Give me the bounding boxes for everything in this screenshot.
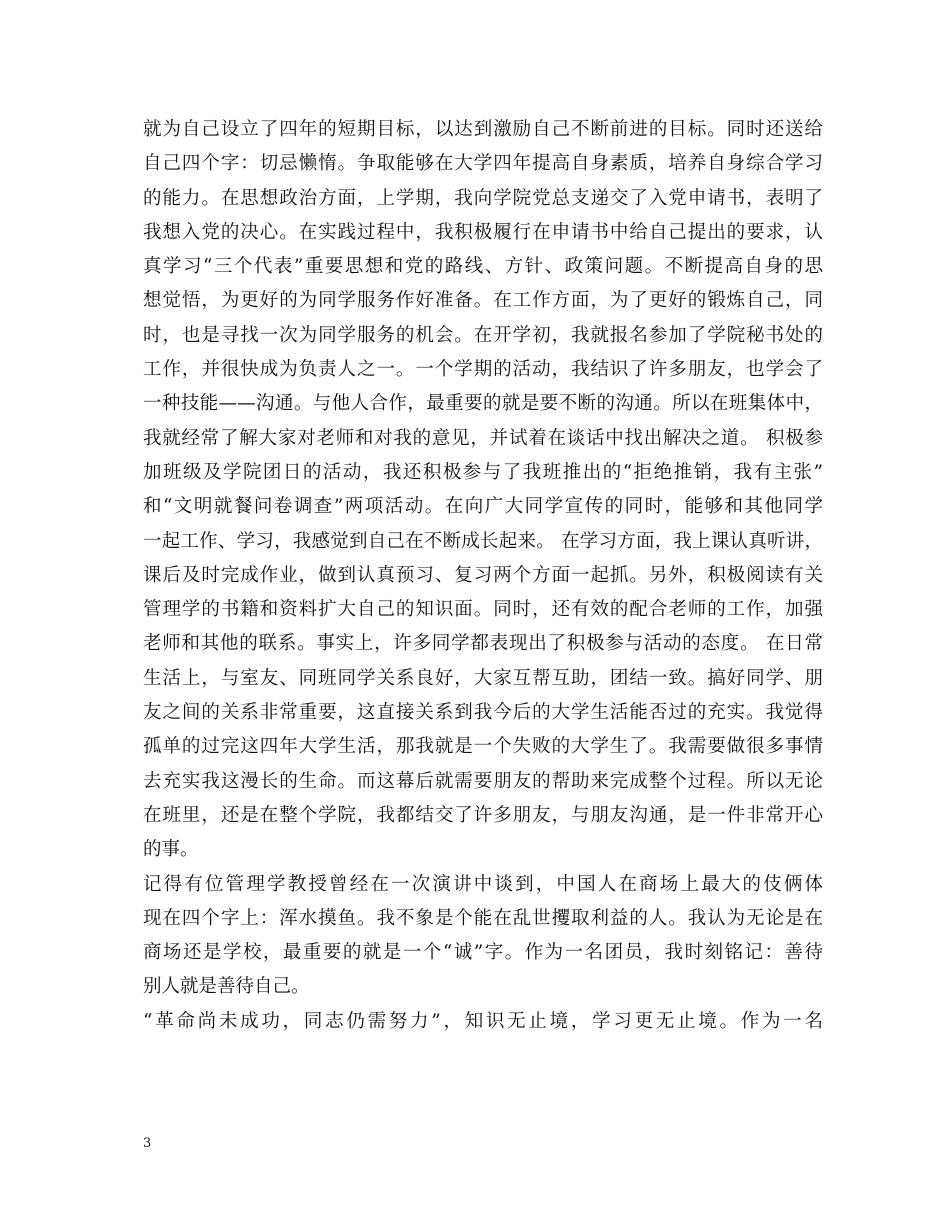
text-line: 记得有位管理学教授曾经在一次演讲中谈到，中国人在商场上最大的伎俩体 xyxy=(143,873,823,895)
text-line: 就为自己设立了四年的短期目标，以达到激励自己不断前进的目标。同时还送给 xyxy=(143,119,823,140)
text-line: 课后及时完成作业，做到认真预习、复习两个方面一起抓。另外，积极阅读有关 xyxy=(143,564,823,586)
text-line: 一起工作、学习，我感觉到自己在不断成长起来。 在学习方面，我上课认真听讲， xyxy=(143,530,823,552)
text-line: 别人就是善待自己。 xyxy=(143,976,310,998)
text-line: 友之间的关系非常重要，这直接关系到我今后的大学生活能否过的充实。我觉得 xyxy=(143,702,823,724)
text-line: 和“文明就餐问卷调查”两项活动。在向广大同学宣传的同时，能够和其他同学 xyxy=(143,496,823,518)
text-line: 加班级及学院团日的活动，我还积极参与了我班推出的“拒绝推销，我有主张” xyxy=(143,461,823,483)
text-line: 去充实我这漫长的生命。而这幕后就需要朋友的帮助来完成整个过程。所以无论 xyxy=(143,770,823,792)
text-line: 在班里，还是在整个学院，我都结交了许多朋友，与朋友沟通，是一件非常开心 xyxy=(143,804,823,826)
text-line: 的能力。在思想政治方面，上学期，我向学院党总支递交了入党申请书，表明了 xyxy=(143,187,823,209)
text-line: 想觉悟，为更好的为同学服务作好准备。在工作方面，为了更好的锻炼自己，同 xyxy=(143,290,823,312)
text-line: 商场还是学校，最重要的就是一个“诚”字。作为一名团员，我时刻铭记：善待 xyxy=(143,942,823,964)
body-text xyxy=(143,113,823,1039)
text-line: 的事。 xyxy=(143,839,199,861)
text-line: 自己四个字：切忌懒惰。争取能够在大学四年提高自身素质，培养自身综合学习 xyxy=(143,153,823,175)
text-line: 我就经常了解大家对老师和对我的意见，并试着在谈话中找出解决之道。 积极参 xyxy=(143,427,823,449)
text-line: 真学习“三个代表”重要思想和党的路线、方针、政策问题。不断提高自身的思 xyxy=(143,256,823,278)
text-line: 工作，并很快成为负责人之一。一个学期的活动，我结识了许多朋友，也学会了 xyxy=(143,359,823,381)
text-line: 孤单的过完这四年大学生活，那我就是一个失败的大学生了。我需要做很多事情 xyxy=(143,736,823,758)
text-line: 管理学的书籍和资料扩大自己的知识面。同时，还有效的配合老师的工作，加强 xyxy=(143,599,823,621)
text-line: 生活上，与室友、同班同学关系良好，大家互帮互助，团结一致。搞好同学、朋 xyxy=(143,667,823,689)
page-number: 3 xyxy=(143,1136,152,1151)
text-line: 老师和其他的联系。事实上，许多同学都表现出了积极参与活动的态度。 在日常 xyxy=(143,633,823,655)
text-line: 一种技能——沟通。与他人合作，最重要的就是要不断的沟通。所以在班集体中， xyxy=(143,393,823,415)
text-line: 我想入党的决心。在实践过程中，我积极履行在申请书中给自己提出的要求，认 xyxy=(143,221,823,243)
text-line: 时，也是寻找一次为同学服务的机会。在开学初，我就报名参加了学院秘书处的 xyxy=(143,324,823,346)
text-line: 现在四个字上：浑水摸鱼。我不象是个能在乱世攫取利益的人。我认为无论是在 xyxy=(143,907,823,929)
text-line: “革命尚未成功，同志仍需努力”，知识无止境，学习更无止境。作为一名 xyxy=(143,1010,823,1032)
